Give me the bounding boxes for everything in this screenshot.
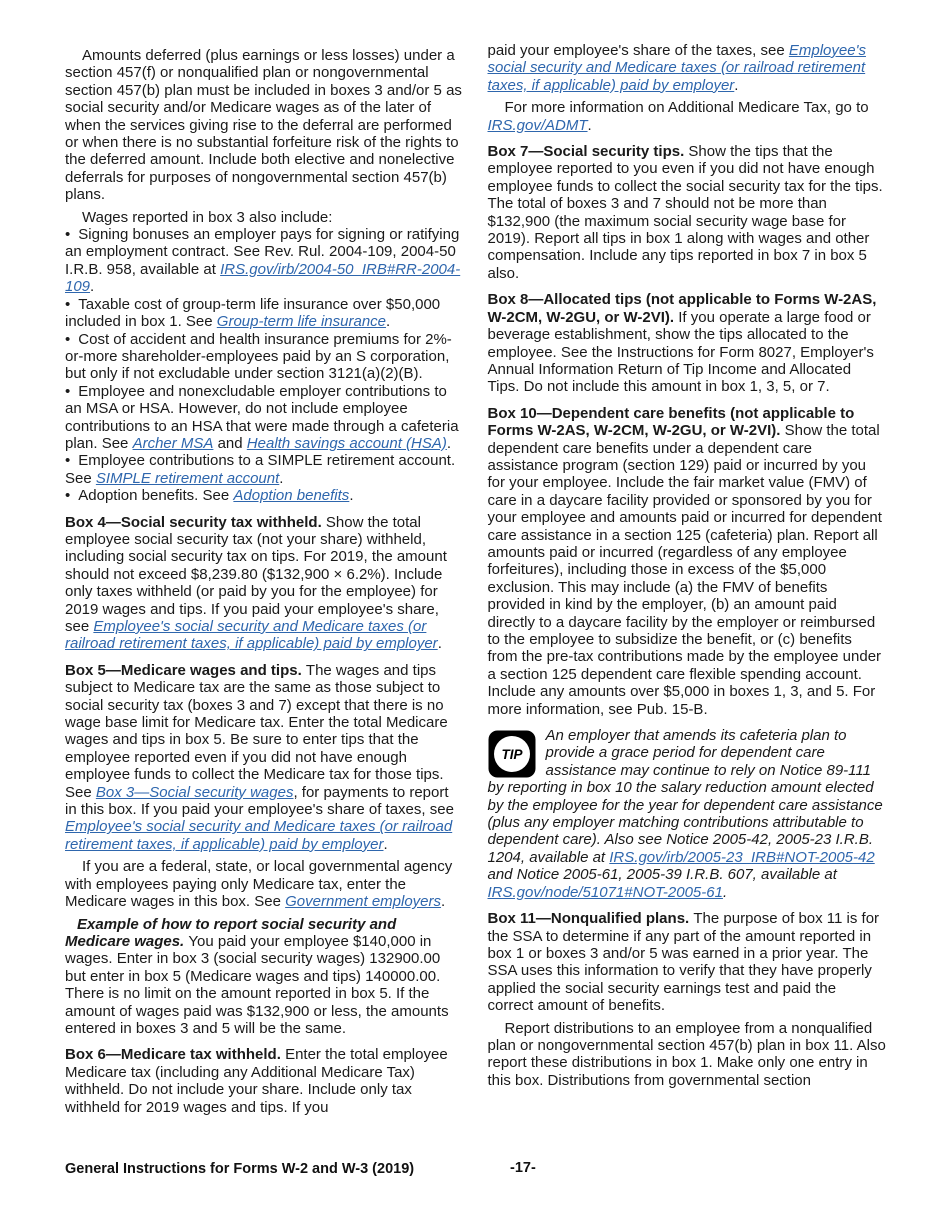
inline-link[interactable]: IRS.gov/irb/2005-23_IRB#NOT-2005-42 (609, 848, 875, 866)
text-run: . (90, 278, 95, 296)
box-heading-paragraph (488, 405, 887, 718)
paragraph (65, 858, 464, 910)
tip-paragraph (488, 727, 887, 901)
bullet-item (65, 452, 464, 487)
box-heading-paragraph (65, 514, 464, 653)
bullet-item (65, 296, 464, 331)
run-in-heading: Box 5—Medicare wages and tips. (65, 661, 302, 679)
paragraph (488, 99, 887, 134)
inline-link[interactable]: Employee's social security and Medicare taxes (or railroad retirement taxes, if applicable) paid by employer (65, 818, 453, 853)
page-footer (65, 1160, 886, 1180)
text-run: The wages and tips subject to Medicare tax are the same as those subject to social security tax (boxes 3 and 7) except that there is no wage base limit for Medicare tax. Enter the total Medicare wages and tips in box 5. Be sure to enter tips that the employee reported even if you did not have enough employee funds to collect the Medicare tax for those tips. See (65, 661, 448, 801)
left-column (65, 42, 464, 1116)
text-run: . (441, 893, 446, 911)
box-heading-paragraph (488, 291, 887, 395)
inline-link[interactable]: Group-term life insurance (216, 313, 387, 331)
text-run: Wages reported in box 3 also include: (82, 208, 333, 226)
text-run: paid your employee's share of the taxes, see (487, 42, 789, 59)
inline-link[interactable]: SIMPLE retirement account (95, 469, 280, 487)
text-run: For more information on Additional Medicare Tax, go to (504, 99, 869, 117)
text-run: . (446, 434, 452, 452)
text-run: Show the total dependent care benefits under a dependent care assistance program (section 129) paid or incurred by you for your employee. Include the fair market value (FMV) of care in a daycare facility provided or sponsored by you for your employee and amounts paid or incurred for dependent care assistance in a section 125 (cafeteria) plan. Report all amounts paid or incurred (regardless of any employee forfeitures), including those in excess of the $5,000 exclusion. This may include (a) the FMV of benefits provided in kind by the employer, (b) an amount paid directly to a daycare facility by the employer or reimbursed to the employee to subsidize the benefit, or (c) benefits from the pre-tax contributions made by the employee under a section 125 dependent care flexible spending account. Include any amounts over $5,000 in boxes 1, 3, and 5. For more information, see Pub. 15-B. (487, 422, 882, 718)
text-run: . (386, 313, 391, 331)
tip-icon-label: TIP (500, 747, 523, 763)
inline-link[interactable]: Employee's social security and Medicare taxes (or railroad retirement taxes, if applicable) paid by employer (65, 618, 438, 653)
inline-link[interactable]: IRS.gov/ADMT (487, 116, 588, 134)
footer-page-number: -17- (510, 1160, 536, 1176)
inline-link[interactable]: Health savings account (HSA) (246, 434, 447, 452)
run-in-heading: Box 11—Nonqualified plans. (487, 910, 690, 928)
run-in-heading: Example of how to report social security and Medicare wages. (65, 915, 397, 950)
text-run: An employer that amends its cafeteria plan to provide a grace period for dependent care assistance may continue to rely on Notice 89-111 by reporting in box 10 the salary reduction amount elected by the employee for the year for dependent care assistance (plus any employer matching contributions attributable to dependent care). Also see Notice 2005-42, 2005-23 I.R.B. 1204, available at (487, 727, 883, 866)
text-run: . (349, 487, 354, 505)
inline-link[interactable]: Government employers (285, 893, 442, 911)
run-in-heading: Box 6—Medicare tax withheld. (65, 1046, 281, 1064)
bullet-item (65, 383, 464, 453)
text-run: Show the tips that the employee reported to you even if you did not have enough employee funds to collect the social security tax for the tips. The total of boxes 3 and 7 should not be more than $132,900 (the maximum social security wage base for 2019). Report all tips in box 1 along with wages and other compensation. Include any tips reported in box 7 in box 5 also. (487, 143, 883, 282)
text-run: . (734, 76, 739, 94)
text-run: If you are a federal, state, or local governmental agency with employees paying only Medicare tax, enter the Medicare wages in this box. See (65, 858, 453, 911)
text-run: If you operate a large food or beverage establishment, show the tips allocated to the employee. See the Instructions for Form 8027, Employer's Annual Information Return of Tip Income and Allocated Tips. Do not include this amount in box 1, 3, 5, or 7. (487, 308, 874, 396)
text-run: Enter the total employee Medicare tax (including any Additional Medicare Tax) withheld. Do not include your share. Include only tax withheld for 2019 wages and tips. If you (65, 1046, 448, 1116)
text-run: , for payments to report in this box. If you paid your employee's share of taxes, see (65, 783, 454, 819)
text-run: Report distributions to an employee from a nonqualified plan or nongovernmental section 457(b) plan in box 11. Also report these distributions in box 1. Make only one entry in this box. Distributions from governmental section (487, 1019, 886, 1089)
inline-link[interactable]: Box 3—Social security wages (95, 783, 294, 801)
text-run: Taxable cost of group-term life insurance over $50,000 included in box 1. See (65, 295, 441, 331)
inline-link[interactable]: Employee's social security and Medicare taxes (or railroad retirement taxes, if applicable) paid by employer (487, 42, 866, 94)
text-run: . (587, 116, 592, 134)
text-run: . (722, 883, 728, 901)
box-heading-paragraph (65, 662, 464, 853)
run-in-heading: Box 8—Allocated tips (not applicable to Forms W-2AS, W-2CM, W-2GU, or W-2VI). (487, 291, 877, 326)
bullet-item (65, 331, 464, 383)
text-run: . (279, 469, 284, 487)
inline-link[interactable]: Adoption benefits (233, 487, 350, 505)
text-run: The purpose of box 11 is for the SSA to determine if any part of the amount reported in box 1 or boxes 3 and/or 5 was earned in a prior year. The SSA uses this information to verify that they have properly applied the social security earnings test and paid the correct amount of benefits. (487, 910, 880, 1015)
inline-link[interactable]: IRS.gov/node/51071#NOT-2005-61 (487, 883, 723, 901)
right-column (488, 42, 887, 1116)
text-run: and Notice 2005-61, 2005-39 I.R.B. 607, available at (487, 866, 837, 884)
paragraph (65, 47, 464, 204)
text-run: Amounts deferred (plus earnings or less losses) under a section 457(f) or nonqualified plan or nongovernmental section 457(b) plan must be included in boxes 3 and/or 5 as social security and/or Medicare wages as of the later of when the services giving rise to the deferral are performed or when there is no substantial forfeiture risk of the rights to the deferred amount. Include both elective and nonelective deferrals for purposes of nongovernmental section 457(b) plans. (65, 47, 462, 204)
text-run: Employee and nonexcludable employer contributions to an MSA or HSA. However, do not include employee contributions to an HSA that were made through a cafeteria plan. See (65, 382, 459, 452)
text-run: Show the total employee social security tax (not your share) withheld, including social security tax on tips. For 2019, the amount should not exceed $8,239.80 ($132,900 × 6.2%). Include only taxes withheld (or paid by you for the employee) for 2019 wages and tips. If you paid your employee's share, see (65, 513, 447, 635)
box-heading-paragraph (65, 1046, 464, 1116)
box-heading-paragraph (488, 910, 887, 1014)
text-run: . (437, 635, 442, 653)
text-run: Signing bonuses an employer pays for signing or ratifying an employment contract. See Rev. Rul. 2004-109, 2004-50 I.R.B. 958, available at (65, 226, 460, 278)
tip-icon (488, 730, 536, 778)
run-in-heading: Box 4—Social security tax withheld. (65, 513, 322, 531)
paragraph (488, 1020, 887, 1090)
bullet-item (65, 226, 464, 296)
text-run: You paid your employee $140,000 in wages. Enter in box 3 (social security wages) 132900.00 but enter in box 5 (Medicare wages and tips) 140000.00. There is no limit on the amount reported in box 5. If the amount of wages paid was $132,900 or less, the amounts entered in boxes 3 and 5 will be the same. (65, 932, 449, 1037)
run-in-heading: Box 7—Social security tips. (487, 143, 685, 161)
inline-link[interactable]: IRS.gov/irb/2004-50_IRB#RR-2004-109 (65, 260, 461, 296)
run-in-heading: Box 10—Dependent care benefits (not applicable to Forms W-2AS, W-2CM, W-2GU, or W-2VI). (487, 404, 855, 440)
text-run: and (213, 434, 247, 452)
footer-document-title: General Instructions for Forms W-2 and W-3 (2019) (65, 1161, 415, 1177)
two-column-layout (65, 42, 886, 1116)
text-run: . (383, 835, 388, 853)
box-heading-paragraph (488, 143, 887, 282)
example-paragraph (65, 916, 464, 1038)
continued-paragraph (488, 42, 887, 94)
bullet-item (65, 487, 464, 504)
text-run: Cost of accident and health insurance premiums for 2%-or-more shareholder-employees paid by an S corporation, but only if not excludable under section 3121(a)(2)(B). (65, 330, 452, 383)
text-run: Adoption benefits. See (78, 487, 234, 505)
inline-link[interactable]: Archer MSA (132, 434, 214, 452)
paragraph (65, 209, 464, 226)
text-run: Employee contributions to a SIMPLE retirement account. See (65, 452, 456, 487)
